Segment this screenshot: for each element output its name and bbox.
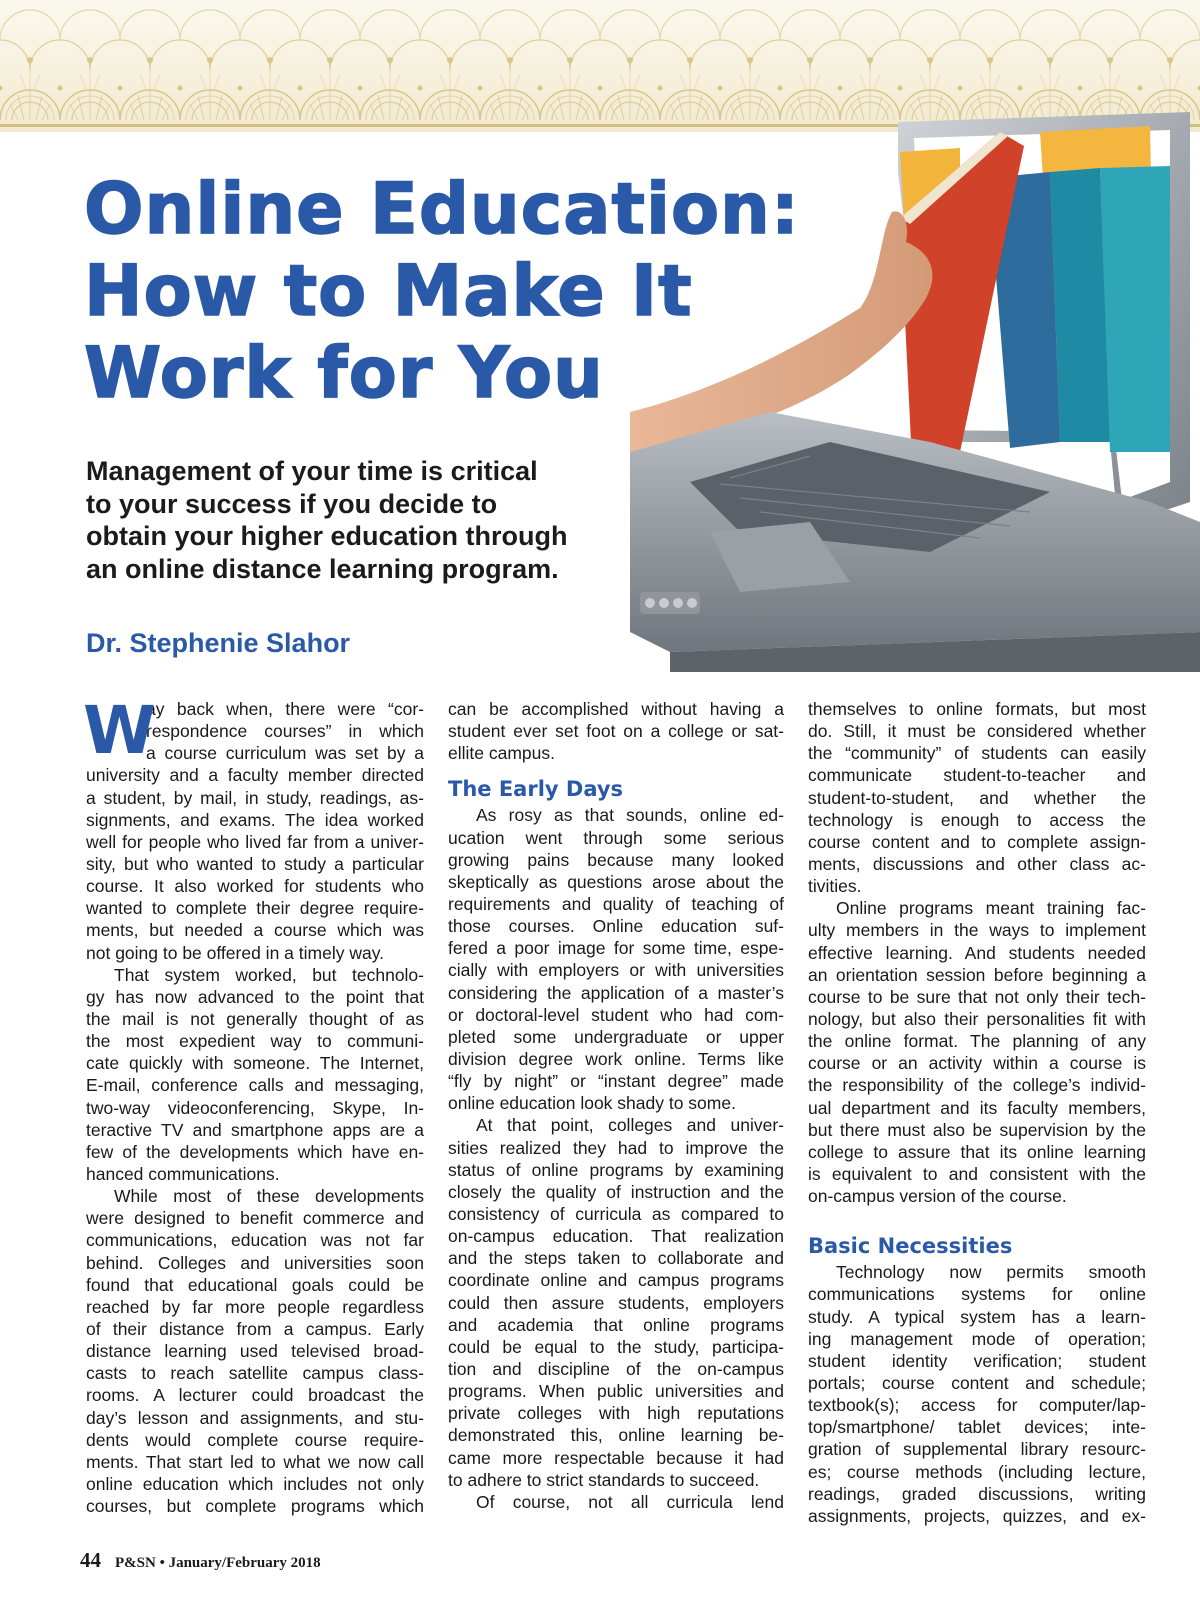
text-line: casts to reach satellite campus class- [86, 1363, 424, 1384]
paragraph [86, 1185, 424, 1517]
text-line: on-campus version of the course. [808, 1186, 1067, 1207]
deck-line: Management of your time is critical [86, 456, 538, 486]
text-line: status of online programs by examining [448, 1159, 784, 1180]
text-line: That system worked, but technolo- [114, 964, 424, 985]
headline-line: Work for You [84, 332, 604, 414]
text-line: teractive TV and smartphone apps are a [86, 1119, 424, 1140]
text-line: growing pains because many looked [448, 849, 784, 870]
text-line: gration of supplemental library resourc- [808, 1439, 1146, 1460]
text-line: college to assure that its online learning [808, 1141, 1146, 1162]
text-line: portals; course content and schedule; [808, 1372, 1146, 1393]
paragraph [86, 964, 424, 1185]
text-line: reached by far more people regardless [86, 1296, 424, 1317]
text-line: wanted to complete their degree require- [86, 898, 424, 919]
text-line: Technology now permits smooth [836, 1262, 1146, 1283]
text-line: could be equal to the study, participa- [448, 1336, 784, 1357]
paragraph [808, 897, 1146, 1207]
paragraph [808, 698, 1146, 897]
text-line: considering the application of a master’s [448, 982, 784, 1003]
text-line: themselves to online formats, but most [808, 699, 1146, 719]
text-line: were designed to benefit commerce and [86, 1208, 424, 1229]
paragraph [86, 764, 424, 963]
text-line: course or an activity within a course is [808, 1053, 1146, 1074]
text-line: ucation went through some serious [448, 827, 784, 848]
light-teal-book [1100, 166, 1170, 452]
text-line: tion and discipline of the on-campus [448, 1358, 784, 1379]
text-line: programs. When public universities and [448, 1381, 784, 1402]
text-line: or doctoral-level student who had com- [448, 1004, 784, 1025]
text-line: nology, but also their personalities fit with [808, 1008, 1146, 1029]
text-line: readings, graded discussions, writing [808, 1483, 1146, 1504]
text-line: course to be sure that not only their tech- [808, 986, 1146, 1007]
text-line: study. A typical system has a learn- [808, 1306, 1146, 1327]
text-line: es; course methods (including lecture, [808, 1461, 1146, 1482]
headline-line: How to Make It [84, 250, 693, 332]
text-line: communications, education was not far [86, 1230, 424, 1251]
text-line: an orientation session before beginning a [808, 964, 1146, 985]
text-line: day’s lesson and assignments, and stu- [86, 1407, 424, 1428]
text-line: and academia that online programs [448, 1314, 784, 1335]
text-line: hanced communications. [86, 1163, 280, 1184]
text-line: skeptically as questions arose about the [448, 871, 784, 892]
text-line: can be accomplished without having a [448, 699, 784, 719]
text-line: coordinate online and campus programs [448, 1270, 784, 1291]
text-line: the online format. The planning of any [808, 1031, 1146, 1052]
text-line: demonstrated this, online learning be- [448, 1425, 784, 1446]
headline-line: Online Education: [84, 168, 800, 250]
deck-subtitle [86, 455, 626, 585]
text-line: sity, but who wanted to study a particular [86, 853, 424, 874]
teal-book [1050, 168, 1110, 442]
text-line: closely the quality of instruction and the [448, 1181, 784, 1202]
text-line: “fly by night” or “instant degree” made [448, 1071, 784, 1092]
text-line: the responsibility of the college’s individ- [808, 1075, 1146, 1096]
text-line: ulty members in the ways to implement [808, 920, 1146, 941]
text-line: assignments, projects, quizzes, and ex- [808, 1505, 1146, 1526]
text-line: communicate student-to-teacher and [808, 765, 1146, 786]
text-line: sities realized they had to improve the [448, 1137, 784, 1158]
text-line: a course curriculum was set by a [146, 743, 424, 764]
text-line: found that educational goals could be [86, 1274, 424, 1295]
text-line: and the steps taken to collaborate and [448, 1248, 784, 1269]
text-line: ual department and its faculty members, [808, 1097, 1146, 1118]
text-line: a student, by mail, in study, readings, as- [86, 787, 424, 808]
text-line: textbook(s); access for computer/lap- [808, 1395, 1146, 1416]
article-column-3 [808, 698, 1146, 1527]
text-line: technology is enough to access the [808, 809, 1146, 830]
text-line: As rosy as that sounds, online ed- [476, 805, 784, 826]
text-line: pleted some undergraduate or upper [448, 1026, 784, 1047]
text-line: E-mail, conference calls and messaging, [86, 1075, 424, 1096]
paragraph [448, 1491, 784, 1513]
text-line: ments. That start led to what we now call [86, 1451, 424, 1472]
deck-line: an online distance learning program. [86, 553, 559, 584]
text-line: the mail is not generally thought of as [86, 1008, 424, 1029]
text-line: do. Still, it must be considered whether [808, 721, 1146, 742]
paragraph [808, 1261, 1146, 1527]
text-line: student ever set foot on a college or sat- [448, 721, 784, 742]
text-line: on-campus education. That realization [448, 1226, 784, 1247]
text-line: private colleges with high reputations [448, 1403, 784, 1424]
text-line: ing management mode of operation; [808, 1328, 1146, 1349]
text-line: university and a faculty member directed [86, 765, 424, 786]
text-line: of their distance from a campus. Early [86, 1318, 424, 1339]
deck-line: obtain your higher education through [86, 521, 568, 551]
text-line: tivities. [808, 876, 862, 897]
text-line: to adhere to strict standards to succeed. [448, 1469, 760, 1490]
text-line: communications systems for online [808, 1284, 1146, 1305]
text-line: gy has now advanced to the point that [86, 986, 424, 1007]
text-line: few of the developments which have en- [86, 1141, 424, 1162]
author-byline: Dr. Stephenie Slahor [86, 628, 351, 658]
page-number: 44 [80, 1548, 101, 1572]
text-line: the “community” of students can easily [808, 743, 1146, 764]
drop-cap: W [83, 692, 156, 769]
text-line: student-to-student, and whether the [808, 787, 1146, 808]
text-line: ay back when, there were “cor- [146, 699, 424, 719]
text-line: requirements and quality of teaching of [448, 893, 784, 914]
text-line: At that point, colleges and univer- [476, 1115, 784, 1136]
text-line: rooms. A lecturer could broadcast the [86, 1385, 424, 1406]
text-line: top/smartphone/ tablet devices; inte- [808, 1417, 1146, 1438]
text-line: cially with employers or with universities [448, 960, 784, 981]
text-line: could then assure students, employers [448, 1292, 784, 1313]
text-line: student identity verification; student [808, 1350, 1146, 1371]
text-line: signments, and exams. The idea worked [86, 809, 424, 830]
paragraph [448, 1114, 784, 1490]
text-line: well for people who lived far from a univer- [86, 831, 424, 852]
text-line: online education which includes not only [86, 1473, 424, 1494]
text-line: not going to be offered in a timely way. [86, 942, 385, 963]
paragraph [448, 698, 784, 764]
text-line: fered a poor image for some time, espe- [448, 938, 784, 959]
text-line: those courses. Online education suf- [448, 916, 784, 937]
paragraph [448, 804, 784, 1114]
text-line: division degree work online. Terms like [448, 1048, 784, 1069]
text-line: cate quickly with someone. The Internet, [86, 1053, 424, 1074]
section-heading: Basic Necessities [808, 1234, 1013, 1259]
article-column-1 [83, 692, 424, 1517]
page-footer [80, 1548, 321, 1573]
text-line: behind. Colleges and universities soon [86, 1252, 424, 1273]
article-column-2 [448, 698, 784, 1513]
text-line: two-way videoconferencing, Skype, In- [86, 1097, 424, 1118]
text-line: online education look shady to some. [448, 1093, 736, 1114]
text-line: dents would complete course require- [86, 1429, 424, 1450]
text-line: While most of these developments [114, 1186, 424, 1207]
spacer [808, 1207, 1146, 1221]
text-line: distance learning used televised broad- [86, 1341, 424, 1362]
section-heading: The Early Days [448, 777, 624, 802]
publication-info: P&SN • January/February 2018 [115, 1555, 321, 1571]
text-line: Online programs meant training fac- [836, 898, 1146, 919]
headline [84, 168, 844, 414]
text-line: came more respectable because it had [448, 1447, 784, 1468]
text-line: ments, but needed a course which was [86, 920, 424, 941]
text-line: course. It also worked for students who [86, 876, 424, 897]
text-line: but there must also be supervision by the [808, 1119, 1146, 1140]
text-line: respondence courses” in which [146, 721, 424, 742]
text-line: Of course, not all curricula lend [476, 1491, 784, 1512]
text-line: courses, but complete programs which [86, 1496, 424, 1517]
text-line: consistency of curricula as compared to [448, 1203, 784, 1224]
text-line: ments, discussions and other class ac- [808, 853, 1146, 874]
text-line: the most expedient way to communi- [86, 1031, 424, 1052]
deck-line: to your success if you decide to [86, 488, 498, 519]
text-line: effective learning. And students needed [808, 942, 1146, 963]
text-line: ellite campus. [448, 743, 555, 764]
text-line: course content and to complete assign- [808, 831, 1146, 852]
text-line: is equivalent to and consistent with the [808, 1163, 1146, 1184]
